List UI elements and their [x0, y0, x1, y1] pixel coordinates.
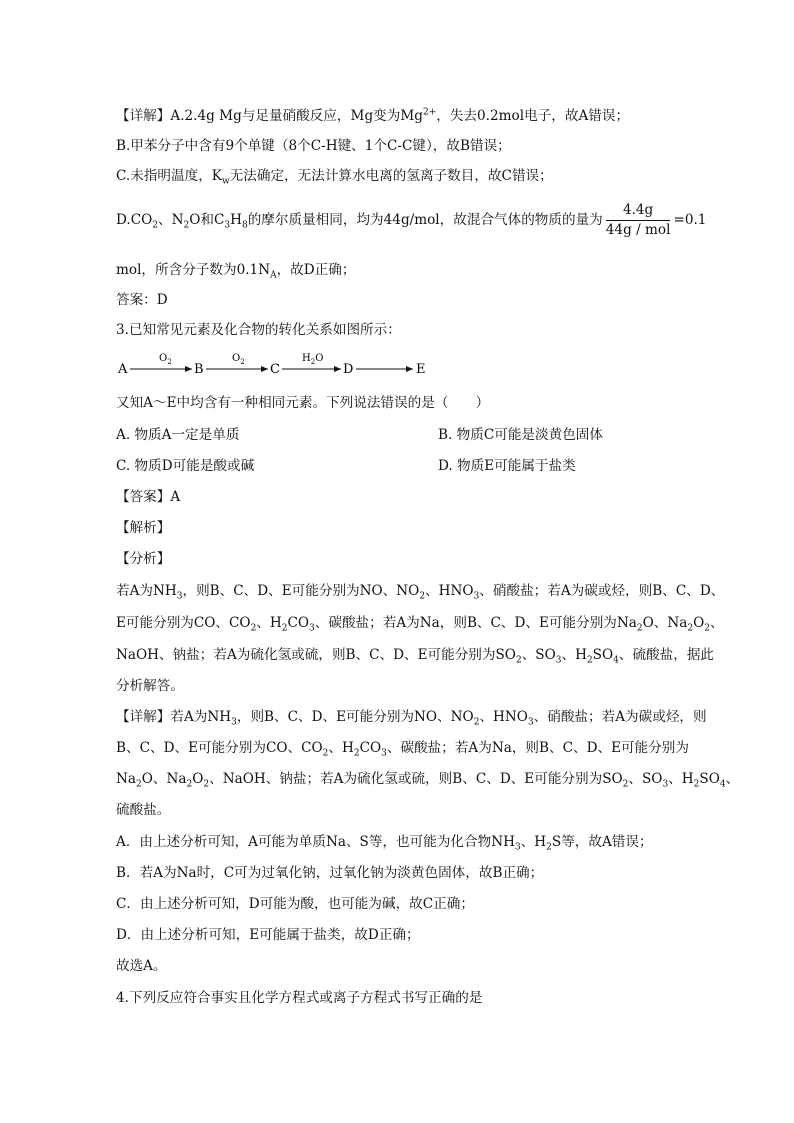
- reaction-scheme: [112, 346, 442, 380]
- text-segment: 、H: [561, 647, 587, 663]
- answer-line: 答案：D: [116, 292, 168, 308]
- text-segment: 【详解】A.2.4g Mg与足量硝酸反应，Mg变为Mg: [116, 108, 423, 124]
- subscript: 2: [152, 220, 159, 231]
- text-segment: 、硝酸盐；若A为碳或烃，则B、C、D、: [479, 583, 725, 599]
- text-segment: 、N: [158, 212, 184, 228]
- subscript: 2: [183, 220, 190, 231]
- line-explain-d-cont: [116, 261, 355, 279]
- superscript: 2+: [422, 107, 437, 118]
- detail-line-2: [116, 739, 689, 757]
- subscript: 3: [309, 623, 315, 634]
- text-segment: CO: [359, 740, 382, 756]
- subscript: 3: [176, 591, 183, 602]
- subscript: 2: [419, 591, 426, 602]
- final-choice: 故选A。: [116, 958, 167, 974]
- subscript: 2: [636, 623, 643, 634]
- analysis-heading: 【解析】: [116, 520, 171, 536]
- fraction-denominator: 44g / mol: [605, 222, 671, 238]
- detail-line-4: 硫酸盐。: [116, 802, 171, 818]
- line-explain-d: [116, 200, 706, 240]
- answer-heading: 【答案】A: [116, 489, 181, 505]
- text-segment: D.CO: [116, 212, 153, 228]
- subscript: 4: [613, 655, 619, 666]
- text-segment: A．由上述分析可知，A可能为单质Na、S等，也可能为化合物NH: [116, 834, 515, 850]
- text-segment: 、H: [328, 740, 354, 756]
- text-segment: ，则B、C、D、E可能分别为NO、NO: [236, 709, 474, 725]
- subscript: 2: [515, 655, 522, 666]
- detail-option-a: [116, 833, 653, 851]
- text-segment: 的摩尔质量相同，均为44g/mol，故混合气体的物质的量为: [247, 212, 603, 228]
- text-segment: ，则B、C、D、E可能分别为NO、NO: [182, 583, 420, 599]
- text-segment: O、Na: [642, 615, 688, 631]
- analysis-subheading: 【分析】: [116, 551, 171, 567]
- text-segment: 、硝酸盐；若A为碳或烃，则: [533, 709, 707, 725]
- question-3-prompt: 又知A～E中均含有一种相同元素。下列说法错误的是（ ）: [116, 395, 490, 411]
- subscript: A: [270, 270, 277, 281]
- subscript: 2: [622, 779, 629, 790]
- text-segment: SO: [592, 647, 614, 663]
- subscript: 3: [527, 717, 534, 728]
- subscript: 2: [687, 623, 694, 634]
- option-b: B. 物质C可能是淡黄色固体: [438, 427, 603, 443]
- question-3-stem: 3.已知常见元素及化合物的转化关系如图所示：: [116, 322, 401, 338]
- text-segment: 若A为NH: [116, 583, 177, 599]
- scheme-reagent-3: $H_2O$: [302, 353, 324, 366]
- text-segment: 无法确定，无法计算水电离的氢离子数目，故C错误；: [229, 168, 553, 184]
- subscript: 2: [203, 779, 210, 790]
- subscript: 2: [586, 655, 593, 666]
- detail-line-3: [116, 770, 739, 788]
- text-segment: 、NaOH、钠盐；若A为硫化氢或硫，则B、C、D、E可能分别为SO: [209, 771, 623, 787]
- text-segment: ，失去0.2mol电子，故A错误；: [436, 108, 630, 124]
- option-a: A. 物质A一定是单质: [116, 427, 240, 443]
- subscript: 8: [241, 220, 248, 231]
- text-segment: 、HNO: [479, 709, 528, 725]
- subscript: 2: [322, 748, 329, 759]
- text-segment: S等，故A错误；: [551, 834, 653, 850]
- subscript: 2: [473, 717, 480, 728]
- subscript: 3: [381, 748, 387, 759]
- scheme-node-e: E: [416, 362, 426, 377]
- line-explain-c: [116, 167, 553, 185]
- text-segment: 、SO: [521, 647, 556, 663]
- text-segment: =0.1: [673, 212, 707, 228]
- detail-option-d: D．由上述分析可知，E可能属于盐类，故D正确；: [116, 927, 420, 943]
- text-segment: B、C、D、E可能分别为CO、CO: [116, 740, 323, 756]
- detail-line-1: [116, 708, 707, 726]
- text-segment: H: [230, 212, 242, 228]
- text-segment: CO: [287, 615, 310, 631]
- text-segment: O和C: [189, 212, 225, 228]
- text-segment: Na: [116, 771, 136, 787]
- fraction-numerator: 4.4g: [606, 202, 671, 221]
- subscript: 2: [186, 779, 193, 790]
- text-segment: 、H: [668, 771, 694, 787]
- subscript: 3: [662, 779, 669, 790]
- option-d: D. 物质E可能属于盐类: [438, 458, 576, 474]
- subscript: 2: [693, 779, 700, 790]
- analysis-line-2: [116, 614, 724, 632]
- subscript: 2: [281, 623, 288, 634]
- subscript: 2: [250, 623, 257, 634]
- subscript: w: [221, 176, 230, 187]
- text-segment: 、HNO: [425, 583, 474, 599]
- analysis-line-1: [116, 582, 724, 600]
- text-segment: 、: [710, 615, 724, 631]
- scheme-reagent-2: $O_2$: [232, 353, 245, 366]
- subscript: 3: [473, 591, 480, 602]
- fraction: [606, 202, 671, 239]
- text-segment: C.未指明温度，K: [116, 168, 222, 184]
- option-c: C. 物质D可能是酸或碱: [116, 458, 255, 474]
- subscript: 2: [136, 779, 142, 790]
- text-segment: 、H: [256, 615, 282, 631]
- scheme-node-a: A: [118, 362, 128, 377]
- text-segment: 、硫酸盐，据此: [618, 647, 715, 663]
- text-segment: E可能分别为CO、CO: [116, 615, 251, 631]
- text-segment: O: [192, 771, 204, 787]
- subscript: 2: [546, 842, 552, 853]
- analysis-line-3: [116, 646, 714, 664]
- subscript: 3: [514, 842, 521, 853]
- text-segment: 、碳酸盐；若A为Na，则B、C、D、E可能分别为Na: [314, 615, 637, 631]
- line-explain-a: [116, 107, 629, 125]
- scheme-node-b: B: [194, 362, 204, 377]
- subscript: 4: [719, 779, 726, 790]
- text-segment: ，故D正确；: [276, 262, 356, 278]
- text-segment: 、H: [520, 834, 547, 850]
- text-segment: 、SO: [628, 771, 663, 787]
- line-explain-b: B.甲苯分子中含有9个单键（8个C-H键、1个C-C键），故B错误；: [116, 138, 511, 154]
- text-segment: 【详解】若A为NH: [116, 709, 232, 725]
- subscript: 3: [555, 655, 562, 666]
- scheme-node-c: C: [270, 362, 280, 377]
- question-4-stem: 4.下列反应符合事实且化学方程式或离子方程式书写正确的是: [116, 990, 483, 1006]
- detail-option-b: B．若A为Na时，C可为过氧化钠，过氧化钠为淡黄色固体，故B正确；: [116, 865, 544, 881]
- text-segment: mol，所含分子数为0.1N: [116, 262, 271, 278]
- scheme-reagent-1: $O_2$: [159, 353, 172, 366]
- scheme-node-d: D: [343, 362, 354, 377]
- subscript: 3: [224, 220, 231, 231]
- subscript: 2: [353, 748, 360, 759]
- text-segment: 、: [725, 771, 740, 787]
- text-segment: NaOH、钠盐；若A为硫化氢或硫，则B、C、D、E可能分别为SO: [116, 647, 516, 663]
- text-segment: 、碳酸盐；若A为Na，则B、C、D、E可能分别为: [386, 740, 689, 756]
- analysis-line-4: 分析解答。: [116, 678, 184, 694]
- detail-option-c: C．由上述分析可知，D可能为酸，也可能为碱，故C正确；: [116, 896, 474, 912]
- text-segment: O: [693, 615, 705, 631]
- subscript: 3: [231, 717, 237, 728]
- subscript: 2: [704, 623, 711, 634]
- text-segment: SO: [699, 771, 720, 787]
- text-segment: O、Na: [141, 771, 187, 787]
